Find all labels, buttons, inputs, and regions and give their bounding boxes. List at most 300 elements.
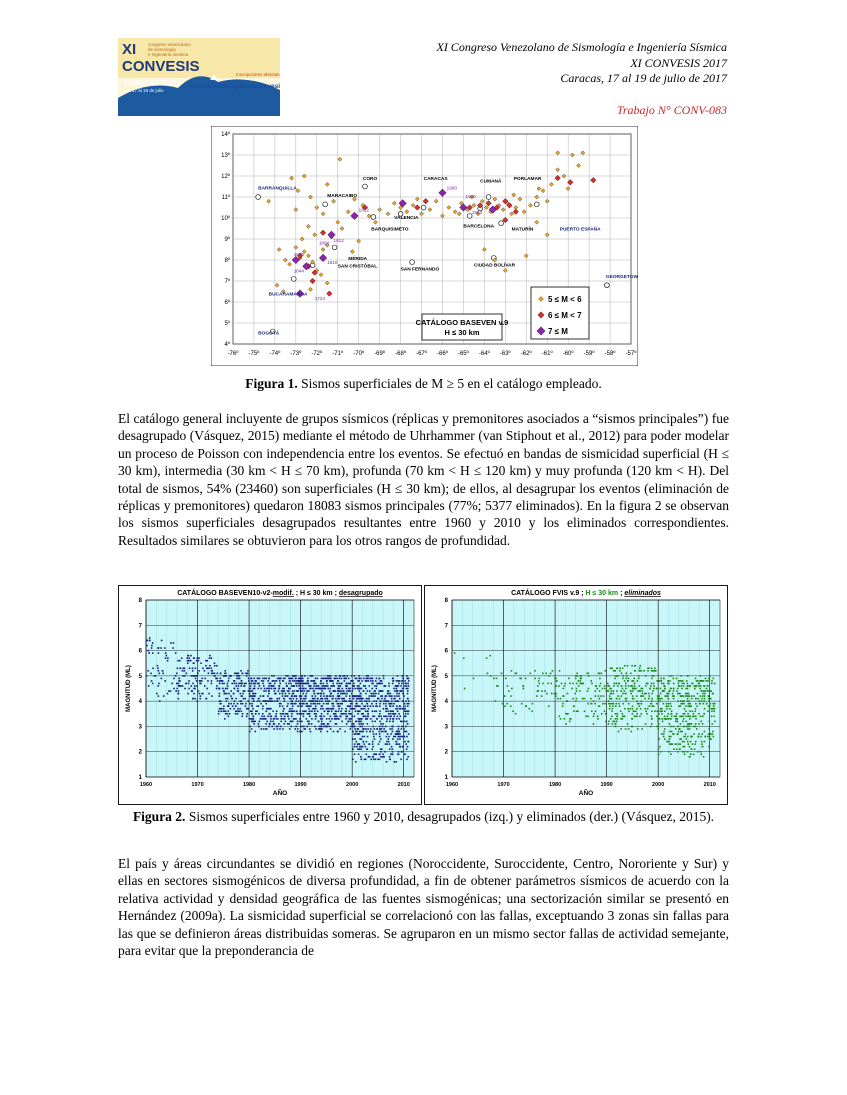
- magnitude-point: [609, 708, 611, 710]
- magnitude-point: [388, 736, 390, 738]
- event-year-label: 1875: [293, 251, 304, 257]
- magnitude-point: [291, 710, 293, 712]
- chart-x-tick: 2000: [652, 782, 665, 788]
- magnitude-point: [252, 708, 254, 710]
- magnitude-point: [547, 683, 549, 685]
- magnitude-point: [613, 685, 615, 687]
- magnitude-point: [651, 716, 653, 718]
- magnitude-point: [692, 710, 694, 712]
- magnitude-point: [330, 728, 332, 730]
- magnitude-point: [361, 680, 363, 682]
- magnitude-point: [687, 703, 689, 705]
- magnitude-point: [302, 690, 304, 692]
- magnitude-point: [666, 703, 668, 705]
- magnitude-point: [234, 683, 236, 685]
- magnitude-point: [295, 718, 297, 720]
- magnitude-point: [630, 731, 632, 733]
- magnitude-point: [614, 723, 616, 725]
- magnitude-point: [265, 690, 267, 692]
- magnitude-point: [304, 700, 306, 702]
- place-label: CIUDAD BOLÍVAR: [473, 263, 516, 269]
- magnitude-point: [350, 700, 352, 702]
- magnitude-point: [670, 753, 672, 755]
- magnitude-point: [303, 698, 305, 700]
- magnitude-point: [284, 678, 286, 680]
- magnitude-point: [249, 695, 251, 697]
- magnitude-point: [618, 731, 620, 733]
- magnitude-point: [252, 688, 254, 690]
- magnitude-point: [325, 700, 327, 702]
- magnitude-point: [332, 698, 334, 700]
- magnitude-point: [299, 718, 301, 720]
- magnitude-point: [375, 705, 377, 707]
- map-x-tick: -74º: [269, 351, 281, 357]
- magnitude-point: [713, 708, 715, 710]
- magnitude-point: [234, 673, 236, 675]
- magnitude-point: [295, 678, 297, 680]
- magnitude-point: [367, 675, 369, 677]
- magnitude-point: [696, 705, 698, 707]
- magnitude-point: [395, 733, 397, 735]
- magnitude-point: [673, 683, 675, 685]
- magnitude-point: [301, 705, 303, 707]
- magnitude-point: [363, 713, 365, 715]
- magnitude-point: [311, 680, 313, 682]
- magnitude-point: [658, 680, 660, 682]
- magnitude-point: [398, 713, 400, 715]
- magnitude-point: [651, 700, 653, 702]
- magnitude-point: [251, 728, 253, 730]
- magnitude-point: [699, 680, 701, 682]
- magnitude-point: [344, 731, 346, 733]
- magnitude-point: [522, 685, 524, 687]
- magnitude-point: [702, 733, 704, 735]
- magnitude-point: [307, 713, 309, 715]
- magnitude-point: [279, 683, 281, 685]
- magnitude-point: [268, 683, 270, 685]
- magnitude-point: [272, 721, 274, 723]
- magnitude-point: [321, 721, 323, 723]
- magnitude-point: [357, 713, 359, 715]
- magnitude-point: [255, 693, 257, 695]
- magnitude-point: [389, 695, 391, 697]
- magnitude-point: [202, 667, 204, 669]
- magnitude-point: [663, 678, 665, 680]
- magnitude-point: [361, 698, 363, 700]
- magnitude-point: [359, 710, 361, 712]
- magnitude-point: [273, 728, 275, 730]
- magnitude-point: [395, 685, 397, 687]
- magnitude-point: [689, 718, 691, 720]
- magnitude-point: [317, 698, 319, 700]
- magnitude-point: [338, 683, 340, 685]
- magnitude-point: [222, 680, 224, 682]
- magnitude-point: [628, 703, 630, 705]
- magnitude-point: [707, 685, 709, 687]
- magnitude-point: [272, 685, 274, 687]
- magnitude-point: [670, 726, 672, 728]
- magnitude-point: [633, 688, 635, 690]
- place-label: GEORGETOWN: [605, 274, 638, 280]
- magnitude-point: [305, 710, 307, 712]
- magnitude-point: [663, 683, 665, 685]
- magnitude-point: [624, 680, 626, 682]
- magnitude-point: [379, 759, 381, 761]
- magnitude-point: [315, 695, 317, 697]
- map-x-tick: -70º: [353, 351, 365, 357]
- magnitude-point: [337, 680, 339, 682]
- magnitude-point: [354, 716, 356, 718]
- magnitude-point: [384, 751, 386, 753]
- magnitude-point: [257, 700, 259, 702]
- magnitude-point: [391, 728, 393, 730]
- magnitude-point: [298, 678, 300, 680]
- magnitude-point: [282, 728, 284, 730]
- magnitude-point: [365, 728, 367, 730]
- magnitude-point: [367, 716, 369, 718]
- magnitude-point: [364, 685, 366, 687]
- magnitude-point: [294, 728, 296, 730]
- magnitude-point: [329, 726, 331, 728]
- magnitude-point: [368, 680, 370, 682]
- magnitude-point: [699, 700, 701, 702]
- magnitude-point: [709, 721, 711, 723]
- magnitude-point: [347, 683, 349, 685]
- magnitude-point: [317, 693, 319, 695]
- magnitude-point: [402, 746, 404, 748]
- magnitude-point: [637, 703, 639, 705]
- magnitude-point: [405, 683, 407, 685]
- magnitude-point: [576, 675, 578, 677]
- magnitude-point: [501, 673, 503, 675]
- magnitude-point: [651, 705, 653, 707]
- magnitude-point: [315, 678, 317, 680]
- magnitude-point: [303, 688, 305, 690]
- magnitude-point: [692, 743, 694, 745]
- magnitude-point: [382, 726, 384, 728]
- magnitude-point: [266, 688, 268, 690]
- magnitude-point: [367, 723, 369, 725]
- magnitude-point: [373, 728, 375, 730]
- magnitude-point: [612, 708, 614, 710]
- magnitude-point: [670, 688, 672, 690]
- magnitude-point: [357, 688, 359, 690]
- magnitude-point: [224, 675, 226, 677]
- magnitude-point: [228, 716, 230, 718]
- magnitude-point: [580, 675, 582, 677]
- map-x-tick: -58º: [604, 351, 616, 357]
- magnitude-point: [576, 683, 578, 685]
- magnitude-point: [300, 705, 302, 707]
- magnitude-point: [625, 728, 627, 730]
- magnitude-point: [320, 708, 322, 710]
- magnitude-point: [226, 693, 228, 695]
- magnitude-point: [628, 710, 630, 712]
- magnitude-point: [193, 693, 195, 695]
- magnitude-point: [690, 753, 692, 755]
- magnitude-point: [297, 728, 299, 730]
- magnitude-point: [678, 683, 680, 685]
- magnitude-point: [352, 688, 354, 690]
- magnitude-point: [223, 690, 225, 692]
- magnitude-point: [234, 688, 236, 690]
- magnitude-point: [246, 673, 248, 675]
- magnitude-point: [289, 688, 291, 690]
- magnitude-point: [257, 688, 259, 690]
- magnitude-point: [291, 716, 293, 718]
- magnitude-point: [679, 705, 681, 707]
- magnitude-point: [614, 678, 616, 680]
- magnitude-point: [622, 713, 624, 715]
- magnitude-point: [399, 736, 401, 738]
- magnitude-point: [319, 688, 321, 690]
- magnitude-point: [296, 680, 298, 682]
- magnitude-point: [365, 678, 367, 680]
- magnitude-point: [359, 700, 361, 702]
- magnitude-point: [204, 685, 206, 687]
- magnitude-point: [243, 685, 245, 687]
- city-marker: [371, 215, 376, 220]
- magnitude-point: [350, 718, 352, 720]
- title-prefix: CATÁLOGO FVIS v.9 ;: [511, 590, 586, 597]
- magnitude-point: [683, 741, 685, 743]
- chart-x-tick: 2000: [346, 782, 359, 788]
- magnitude-point: [323, 693, 325, 695]
- magnitude-point: [360, 718, 362, 720]
- magnitude-point: [400, 759, 402, 761]
- magnitude-point: [320, 683, 322, 685]
- chart-x-tick: 1990: [294, 782, 307, 788]
- magnitude-point: [288, 693, 290, 695]
- magnitude-point: [250, 678, 252, 680]
- magnitude-point: [340, 690, 342, 692]
- magnitude-point: [280, 726, 282, 728]
- magnitude-point: [249, 690, 251, 692]
- magnitude-point: [149, 640, 151, 642]
- map-x-tick: -65º: [457, 351, 469, 357]
- magnitude-point: [687, 683, 689, 685]
- magnitude-point: [590, 698, 592, 700]
- magnitude-point: [562, 705, 564, 707]
- logo-dates: Del 17 al 19 de julio: [124, 88, 164, 93]
- magnitude-point: [703, 756, 705, 758]
- magnitude-point: [368, 685, 370, 687]
- magnitude-point: [697, 698, 699, 700]
- magnitude-point: [672, 693, 674, 695]
- magnitude-point: [228, 678, 230, 680]
- magnitude-point: [260, 718, 262, 720]
- magnitude-point: [690, 741, 692, 743]
- magnitude-point: [595, 710, 597, 712]
- magnitude-point: [658, 748, 660, 750]
- magnitude-point: [323, 726, 325, 728]
- magnitude-point: [238, 683, 240, 685]
- magnitude-point: [675, 716, 677, 718]
- magnitude-point: [313, 703, 315, 705]
- magnitude-point: [701, 680, 703, 682]
- magnitude-point: [290, 700, 292, 702]
- magnitude-point: [644, 708, 646, 710]
- magnitude-point: [597, 688, 599, 690]
- magnitude-point: [334, 690, 336, 692]
- magnitude-point: [656, 703, 658, 705]
- magnitude-point: [358, 685, 360, 687]
- magnitude-point: [364, 705, 366, 707]
- magnitude-point: [700, 721, 702, 723]
- magnitude-point: [683, 700, 685, 702]
- event-year-label: 1900: [446, 185, 457, 191]
- magnitude-point: [240, 683, 242, 685]
- magnitude-point: [701, 741, 703, 743]
- magnitude-point: [703, 700, 705, 702]
- magnitude-point: [251, 683, 253, 685]
- magnitude-point: [634, 683, 636, 685]
- magnitude-point: [279, 728, 281, 730]
- magnitude-point: [638, 690, 640, 692]
- magnitude-point: [652, 675, 654, 677]
- magnitude-point: [386, 718, 388, 720]
- magnitude-point: [630, 685, 632, 687]
- figure1-caption: [118, 375, 729, 392]
- magnitude-point: [616, 683, 618, 685]
- magnitude-point: [382, 731, 384, 733]
- magnitude-point: [392, 678, 394, 680]
- magnitude-point: [632, 705, 634, 707]
- magnitude-point: [308, 710, 310, 712]
- magnitude-point: [388, 741, 390, 743]
- magnitude-point: [394, 695, 396, 697]
- magnitude-point: [688, 723, 690, 725]
- magnitude-point: [264, 678, 266, 680]
- magnitude-point: [353, 698, 355, 700]
- magnitude-point: [342, 690, 344, 692]
- magnitude-point: [685, 710, 687, 712]
- magnitude-point: [647, 670, 649, 672]
- magnitude-point: [226, 683, 228, 685]
- magnitude-point: [282, 688, 284, 690]
- magnitude-point: [359, 731, 361, 733]
- magnitude-point: [671, 675, 673, 677]
- magnitude-point: [635, 710, 637, 712]
- magnitude-point: [263, 695, 265, 697]
- magnitude-point: [387, 710, 389, 712]
- magnitude-point: [375, 759, 377, 761]
- magnitude-point: [381, 698, 383, 700]
- magnitude-point: [345, 718, 347, 720]
- magnitude-point: [300, 690, 302, 692]
- magnitude-point: [187, 662, 189, 664]
- magnitude-point: [340, 703, 342, 705]
- magnitude-point: [314, 713, 316, 715]
- magnitude-point: [383, 756, 385, 758]
- magnitude-point: [383, 728, 385, 730]
- magnitude-point: [687, 705, 689, 707]
- magnitude-point: [283, 723, 285, 725]
- magnitude-point: [557, 698, 559, 700]
- magnitude-point: [627, 723, 629, 725]
- magnitude-point: [621, 673, 623, 675]
- magnitude-point: [641, 728, 643, 730]
- magnitude-point: [631, 718, 633, 720]
- magnitude-point: [700, 690, 702, 692]
- magnitude-point: [344, 680, 346, 682]
- magnitude-point: [352, 759, 354, 761]
- magnitude-point: [292, 678, 294, 680]
- magnitude-point: [620, 728, 622, 730]
- magnitude-point: [361, 759, 363, 761]
- magnitude-point: [357, 728, 359, 730]
- magnitude-point: [682, 700, 684, 702]
- magnitude-point: [701, 698, 703, 700]
- magnitude-point: [154, 675, 156, 677]
- place-label: PORLAMAR: [513, 177, 542, 183]
- figure1-caption-text: Sismos superficiales de M ≥ 5 en el catálogo empleado.: [301, 376, 602, 391]
- magnitude-point: [616, 690, 618, 692]
- magnitude-point: [408, 733, 410, 735]
- magnitude-point: [336, 678, 338, 680]
- chart-y-tick: 5: [444, 673, 448, 680]
- magnitude-point: [399, 733, 401, 735]
- magnitude-point: [267, 700, 269, 702]
- magnitude-point: [608, 721, 610, 723]
- magnitude-point: [373, 733, 375, 735]
- magnitude-point: [712, 678, 714, 680]
- magnitude-point: [652, 690, 654, 692]
- magnitude-point: [392, 721, 394, 723]
- magnitude-point: [673, 688, 675, 690]
- magnitude-point: [152, 642, 154, 644]
- magnitude-point: [397, 710, 399, 712]
- magnitude-point: [346, 716, 348, 718]
- chart-y-tick: 7: [444, 623, 448, 630]
- magnitude-point: [612, 705, 614, 707]
- magnitude-point: [359, 733, 361, 735]
- magnitude-point: [383, 685, 385, 687]
- magnitude-point: [240, 670, 242, 672]
- magnitude-point: [316, 688, 318, 690]
- magnitude-point: [541, 690, 543, 692]
- magnitude-point: [220, 703, 222, 705]
- magnitude-point: [270, 685, 272, 687]
- magnitude-point: [248, 678, 250, 680]
- map-y-tick: 12º: [221, 174, 230, 180]
- magnitude-point: [633, 678, 635, 680]
- magnitude-point: [661, 698, 663, 700]
- magnitude-point: [664, 688, 666, 690]
- magnitude-point: [152, 683, 154, 685]
- magnitude-point: [297, 713, 299, 715]
- magnitude-point: [309, 728, 311, 730]
- magnitude-point: [367, 736, 369, 738]
- magnitude-point: [685, 693, 687, 695]
- magnitude-point: [669, 675, 671, 677]
- magnitude-point: [276, 718, 278, 720]
- magnitude-point: [622, 667, 624, 669]
- magnitude-point: [233, 703, 235, 705]
- magnitude-point: [616, 721, 618, 723]
- magnitude-point: [279, 705, 281, 707]
- magnitude-point: [205, 665, 207, 667]
- magnitude-point: [151, 647, 153, 649]
- place-label: CORO: [362, 177, 378, 183]
- magnitude-point: [216, 688, 218, 690]
- place-label: VALENCIA: [394, 216, 419, 222]
- magnitude-point: [255, 680, 257, 682]
- magnitude-point: [538, 678, 540, 680]
- magnitude-point: [383, 700, 385, 702]
- magnitude-point: [300, 680, 302, 682]
- magnitude-point: [294, 690, 296, 692]
